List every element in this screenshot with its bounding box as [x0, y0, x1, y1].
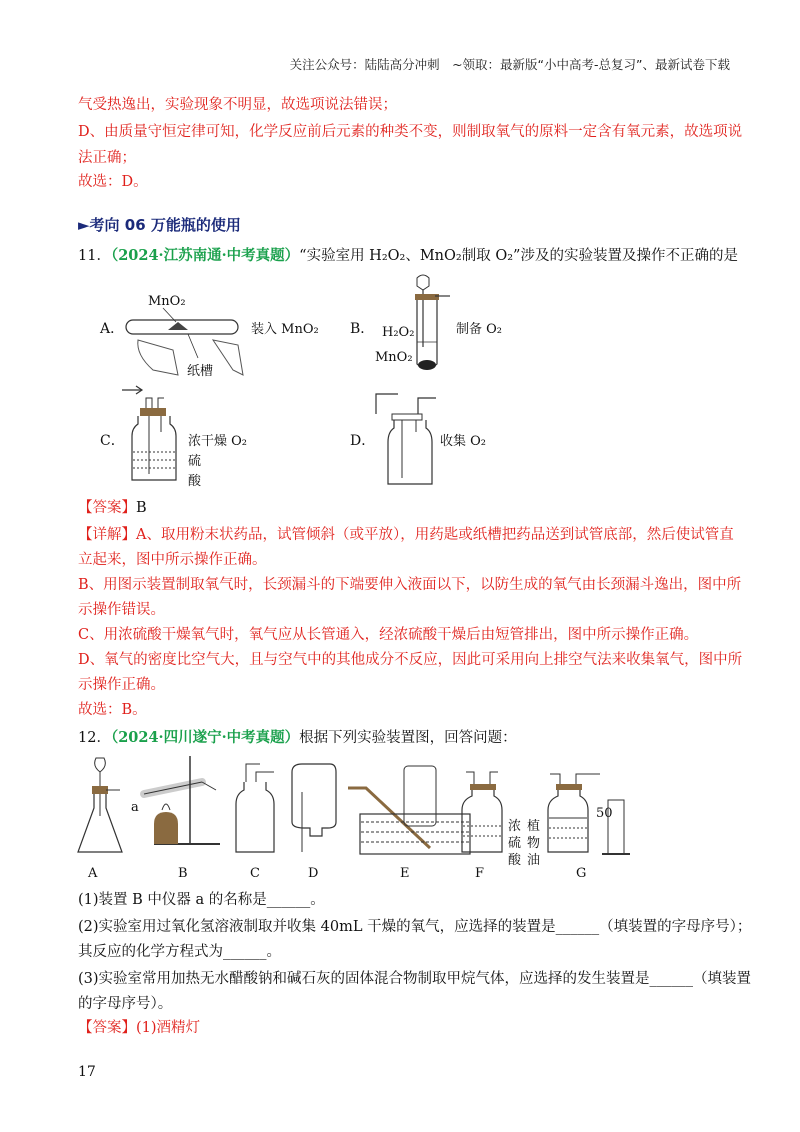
- page-header: 关注公众号：陆陆高分冲刺 ~领取：最新版“小中高考-总复习”、最新试卷下载: [289, 57, 730, 72]
- q11-a-paper-label: 纸槽: [187, 364, 214, 379]
- fig-caption-d: D: [308, 866, 319, 881]
- q12-part-2b: 其反应的化学方程式为______。: [78, 944, 281, 960]
- fig-label-a-instrument: a: [131, 800, 139, 815]
- intro-line-2: D、由质量守恒定律可知，化学反应前后元素的种类不变，则制取氧气的原料一定含有氧元素，故选项说: [78, 124, 743, 140]
- q11-d-label: 收集 O₂: [440, 434, 487, 449]
- apparatus-f: [462, 772, 502, 852]
- q12-part-3a: (3)实验室常用加热无水醋酸钠和碱石灰的固体混合物制取甲烷气体，应选择的发生装置是______（填装置: [78, 971, 752, 987]
- fig-caption-g: G: [576, 866, 587, 881]
- q11-number: 11．: [78, 248, 111, 264]
- fig-f-label-2: 硫: [508, 836, 522, 851]
- q11-option-b: B．: [350, 321, 375, 337]
- q11-detail-tag: 【详解】: [78, 527, 136, 543]
- q11-detail-3: B、用图示装置制取氧气时，长颈漏斗的下端要伸入液面以下，以防生成的氧气由长颈漏斗逸出，图中所: [78, 577, 742, 593]
- q12-answer-tag: 【答案】: [78, 1020, 136, 1036]
- fig-f-label-3: 酸: [508, 853, 522, 868]
- fig-caption-f: F: [475, 866, 485, 881]
- fig-f-label-1: 浓: [508, 819, 522, 834]
- q11-detail-1: [78, 525, 734, 545]
- fig-caption-c: C: [250, 866, 260, 881]
- q12-part-3b: 的字母序号）。: [78, 996, 173, 1012]
- q11-detail-1-text: A、取用粉末状药品，试管倾斜（或平放），用药匙或纸槽把药品送到试管底部，然后使试管直: [136, 527, 734, 543]
- fig-g-label-2: 物: [527, 836, 541, 851]
- q11-detail-7: 示操作正确。: [78, 677, 165, 693]
- q11-detail-2: 立起来，图中所示操作正确。: [78, 552, 267, 568]
- q11-detail-8: 故选：B。: [78, 702, 147, 718]
- apparatus-figure: [70, 752, 670, 864]
- q11-detail-5: C、用浓硫酸干燥氧气时，氧气应从长管通入，经浓硫酸干燥后由短管排出，图中所示操作正确。: [78, 627, 699, 643]
- q12-stem: [78, 728, 517, 748]
- fig-caption-e: E: [400, 866, 410, 881]
- intro-line-4: 故选：D。: [78, 174, 148, 190]
- q12-number: 12．: [78, 730, 111, 746]
- q12-answer-value: (1)酒精灯: [136, 1020, 201, 1036]
- q11-b-mno2-label: MnO₂: [375, 350, 413, 365]
- fig-cylinder-scale: 50: [596, 806, 613, 821]
- q12-answer: [78, 1018, 200, 1038]
- q12-stem-text: 根据下列实验装置图，回答问题：: [299, 730, 517, 746]
- q11-answer-value: B: [136, 500, 147, 516]
- q11-c-label-2: 硫: [188, 454, 202, 469]
- q12-part-2a: (2)实验室用过氧化氢溶液制取并收集 40mL 干燥的氧气，应选择的装置是______（填装置的字母序号）；: [78, 919, 752, 935]
- fig-g-label-1: 植: [527, 819, 541, 834]
- apparatus-c: [236, 764, 274, 852]
- q11-detail-6: D、氧气的密度比空气大，且与空气中的其他成分不反应，因此可采用向上排空气法来收集氧气，图中所: [78, 652, 743, 668]
- section-arrow-icon: ►: [78, 216, 90, 234]
- q11-b-h2o2-label: H₂O₂: [382, 325, 415, 340]
- q11-answer: [78, 498, 147, 518]
- apparatus-e: [348, 766, 470, 854]
- test-tube-loading-figure: [118, 300, 248, 380]
- gas-collecting-bottle-figure: [370, 390, 442, 490]
- q11-option-a: A．: [100, 321, 125, 337]
- intro-line-1: 气受热逸出，实验现象不明显，故选项说法错误；: [78, 97, 397, 113]
- q11-c-label: 浓干燥 O₂: [188, 434, 248, 449]
- q11-option-d: D．: [350, 433, 376, 449]
- q11-stem-text: “实验室用 H₂O₂、MnO₂制取 O₂”涉及的实验装置及操作不正确的是: [299, 248, 738, 264]
- fig-g-label-3: 油: [527, 853, 541, 868]
- apparatus-d: [292, 764, 336, 852]
- q12-source: （2024·四川遂宁·中考真题）: [110, 729, 300, 746]
- q11-c-label-3: 酸: [188, 474, 202, 489]
- q11-source: （2024·江苏南通·中考真题）: [110, 247, 300, 264]
- fig-caption-a: A: [88, 866, 98, 881]
- apparatus-g: [548, 774, 630, 854]
- page-number: 17: [78, 1064, 96, 1080]
- test-tube-generator-figure: [405, 272, 455, 377]
- fig-caption-b: B: [178, 866, 188, 881]
- q11-b-label: 制备 O₂: [456, 322, 503, 337]
- q11-option-c: C．: [100, 433, 125, 449]
- intro-line-3: 法正确；: [78, 150, 136, 166]
- section-title: [78, 214, 241, 235]
- section-title-text: 考向 06 万能瓶的使用: [89, 216, 241, 234]
- q12-part-1: (1)装置 B 中仪器 a 的名称是______。: [78, 892, 325, 908]
- q11-a-mno2-label: MnO₂: [148, 294, 186, 309]
- q11-stem: [78, 246, 738, 266]
- q11-answer-tag: 【答案】: [78, 500, 136, 516]
- apparatus-a: [78, 758, 122, 852]
- apparatus-b: [144, 756, 220, 844]
- q11-a-label: 装入 MnO₂: [251, 322, 319, 337]
- q11-detail-4: 示操作错误。: [78, 602, 165, 618]
- gas-washing-bottle-figure: [118, 384, 188, 484]
